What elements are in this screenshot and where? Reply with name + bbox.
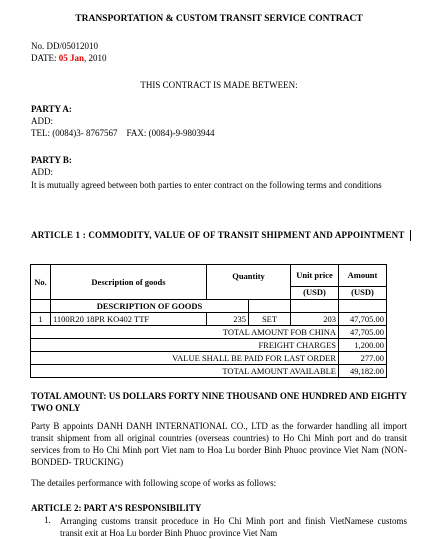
row-no: 1 — [31, 313, 51, 326]
total-in-words: TOTAL AMOUNT: US DOLLARS FORTY NINE THOUSAND ONE HUNDRED AND EIGHTY TWO ONLY — [31, 391, 407, 413]
table-row — [31, 313, 387, 326]
date-label: DATE: — [31, 53, 59, 63]
contract-number: No. DD/05012010 — [31, 41, 98, 51]
header-description: Description of goods — [51, 265, 207, 300]
summary-value: 277.00 — [339, 352, 387, 365]
header-no: No. — [31, 265, 51, 300]
details-line: The detailes performance with following scope of works as follows: — [31, 478, 277, 488]
appointment-paragraph: Party B appoints DANH DANH INTERNATIONAL CO., LTD as the forwarder handling all import transit shipment from all original countries (overseas countries) to Ho Chi Minh port and do transit services from to Ho Chi Minh port Viet nam to Hoa Lu border Binh Phuoc province Viet Nam (NON- BONDED- TRUCKING) — [31, 421, 407, 467]
party-a-tel-fax: TEL: (0084)3- 8767567 FAX: (0084)-9-9803944 — [31, 128, 215, 138]
summary-label: VALUE SHALL BE PAID FOR LAST ORDER — [31, 352, 339, 365]
row-amount: 47,705.00 — [339, 313, 387, 326]
summary-row — [31, 352, 387, 365]
row-unit-price: 203 — [291, 313, 339, 326]
summary-value: 49,182.00 — [339, 365, 387, 378]
summary-row — [31, 365, 387, 378]
party-a-address: ADD: — [31, 116, 53, 126]
summary-label: TOTAL AMOUNT FOB CHINA — [31, 326, 339, 339]
header-quantity: Quantity — [207, 265, 291, 300]
row-quantity: 235 — [207, 313, 249, 326]
header-unit-price: Unit price — [291, 265, 339, 287]
date-highlight: 05 Jan — [58, 53, 85, 63]
summary-label: FREIGHT CHARGES — [31, 339, 339, 352]
header-unit-price-currency: (USD) — [291, 286, 339, 299]
table-header-row-1 — [31, 265, 387, 287]
party-b-heading: PARTY B: — [31, 155, 72, 165]
summary-label: TOTAL AMOUNT AVAILABLE — [31, 365, 339, 378]
summary-row — [31, 339, 387, 352]
document-title: TRANSPORTATION & CUSTOM TRANSIT SERVICE CONTRACT — [75, 14, 363, 24]
summary-row — [31, 326, 387, 339]
row-unit: SET — [249, 313, 291, 326]
row-description: 1100R20 18PR KO402 TTF — [51, 313, 207, 326]
list-item-number: 1. — [44, 515, 51, 525]
party-a-heading: PARTY A: — [31, 104, 72, 114]
article-2-heading: ARTICLE 2: PART A’S RESPONSIBILITY — [31, 503, 202, 513]
summary-value: 1,200.00 — [339, 339, 387, 352]
text-cursor — [410, 230, 411, 241]
goods-table — [30, 264, 387, 378]
table-section-row — [31, 300, 387, 313]
contract-date — [31, 53, 107, 64]
list-item: Arranging customs transit proceduce in Ho Chi Minh port and finish VietNamese customs transit exit at Hoa Lu border Binh Phuoc province Viet Nam — [60, 516, 407, 538]
header-amount-currency: (USD) — [339, 286, 387, 299]
article-1-heading — [31, 229, 407, 241]
date-year: , 2010 — [84, 53, 107, 63]
agreement-paragraph: It is mutually agreed between both parties to enter contract on the following terms and conditions — [31, 180, 382, 190]
section-header: DESCRIPTION OF GOODS — [51, 300, 249, 313]
made-between-line: THIS CONTRACT IS MADE BETWEEN: — [140, 80, 298, 90]
header-amount: Amount — [339, 265, 387, 287]
article-1-heading-text: ARTICLE 1 : COMMODITY, VALUE OF OF TRANSIT SHIPMENT AND APPOINTMENT — [31, 230, 405, 240]
party-b-address: ADD: — [31, 167, 53, 177]
summary-value: 47,705.00 — [339, 326, 387, 339]
